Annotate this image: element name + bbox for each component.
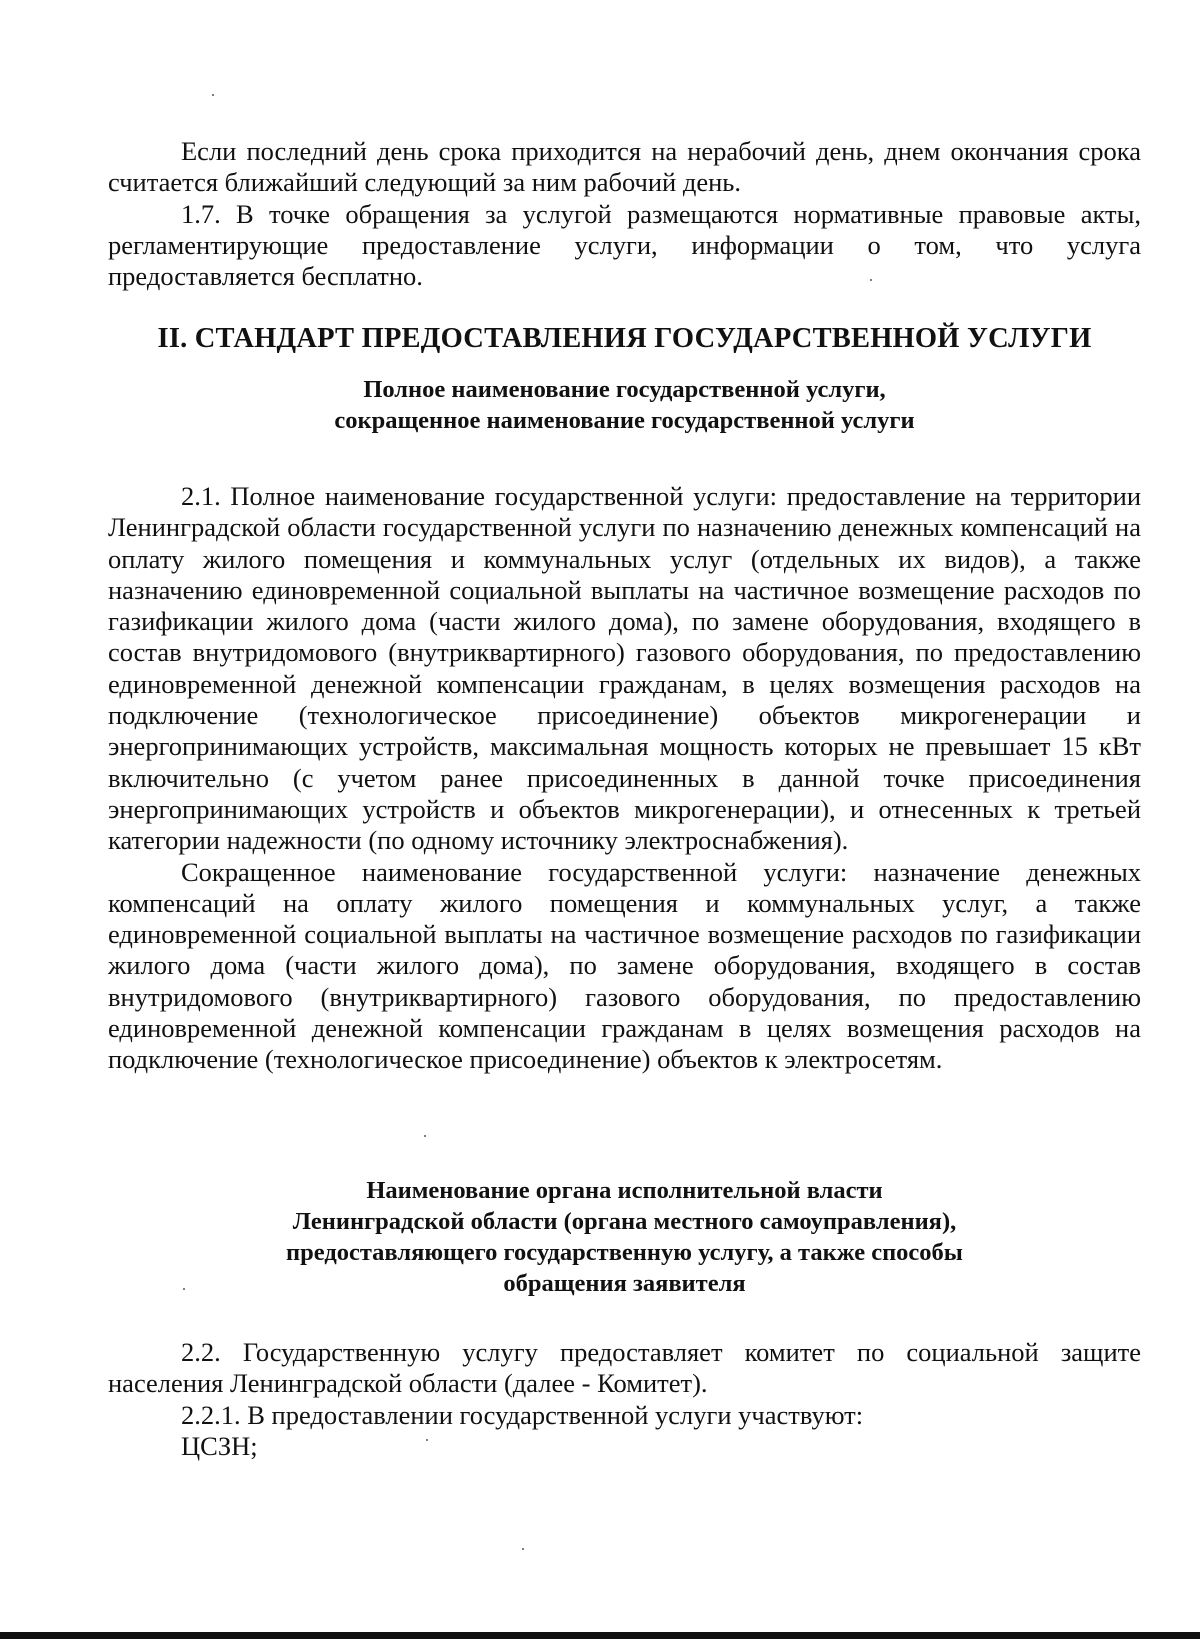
paragraph-2-2: 2.2. Государственную услугу предоставляет комитет по социальной защите населения Ленинградской области (далее - Комитет). (108, 1337, 1141, 1399)
intro-paragraph-1-7: 1.7. В точке обращения за услугой размещаются нормативные правовые акты, регламентирующие предоставление услуги, информации о том, что услуга предоставляется бесплатно. (108, 198, 1141, 292)
intro-block (108, 136, 1141, 292)
paragraph-2-1-full-name: 2.1. Полное наименование государственной услуги: предоставление на территории Ленинградской области государственной услуги по назначению денежных компенсаций на оплату жилого помещения и коммунальных услуг (отдельных их видов), а также назначению единовременной социальной выплаты на частичное возмещение расходов по газификации жилого дома (части жилого дома), по замене оборудования, входящего в состав внутридомового (внутриквартирного) газового оборудования, по предоставлению единовременной денежной компенсации гражданам, в целях возмещения расходов на подключение (технологическое присоединение) объектов микрогенерации и энергопринимающих устройств, максимальная мощность которых не превышает 15 кВт включительно (с учетом ранее присоединенных в данной точке присоединения энергопринимающих устройств и объектов микрогенерации), и отнесенных к третьей категории надежности (по одному источнику электроснабжения). (108, 481, 1141, 856)
paragraph-short-name: Сокращенное наименование государственной услуги: назначение денежных компенсаций на оплату жилого помещения и коммунальных услуг, а также единовременной социальной выплаты на частичное возмещение расходов по газификации жилого дома (части жилого дома), по замене оборудования, входящего в состав внутридомового (внутриквартирного) газового оборудования, по предоставлению единовременной денежной компенсации гражданам в целях возмещения расходов на подключение (технологическое присоединение) объектов к электросетям. (108, 856, 1141, 1075)
subsection-heading-authority-line2: Ленинградской области (органа местного самоуправления), (292, 1208, 957, 1235)
intro-paragraph-deadline: Если последний день срока приходится на нерабочий день, днем окончания срока считается ближайший следующий за ним рабочий день. (108, 136, 1141, 198)
paragraph-cszn: ЦСЗН; (181, 1430, 258, 1461)
scan-speck (522, 1548, 524, 1550)
paragraph-2-2-1: 2.2.1. В предоставлении государственной услуги участвуют: (181, 1399, 864, 1430)
subsection-authority-body (108, 1337, 1141, 1462)
subsection-heading-names (108, 374, 1141, 436)
subsection-heading-names-line2: сокращенное наименование государственной услуги (334, 407, 915, 434)
scan-speck (212, 94, 214, 96)
subsection-heading-authority-line3: предоставляющего государственную услугу, а также способы (286, 1239, 963, 1266)
subsection-names-body (108, 481, 1141, 1076)
scan-speck (183, 1288, 185, 1290)
subsection-heading-authority-line4: обращения заявителя (503, 1270, 746, 1297)
scan-speck (426, 1439, 428, 1441)
scan-bottom-edge (0, 1632, 1200, 1639)
subsection-heading-authority (108, 1175, 1141, 1299)
subsection-heading-names-line1: Полное наименование государственной услуги, (363, 376, 886, 403)
subsection-heading-authority-line1: Наименование органа исполнительной власти (366, 1177, 883, 1204)
scan-speck (424, 1135, 426, 1137)
section-title: II. СТАНДАРТ ПРЕДОСТАВЛЕНИЯ ГОСУДАРСТВЕННОЙ УСЛУГИ (157, 323, 1092, 354)
scan-speck (870, 279, 872, 281)
